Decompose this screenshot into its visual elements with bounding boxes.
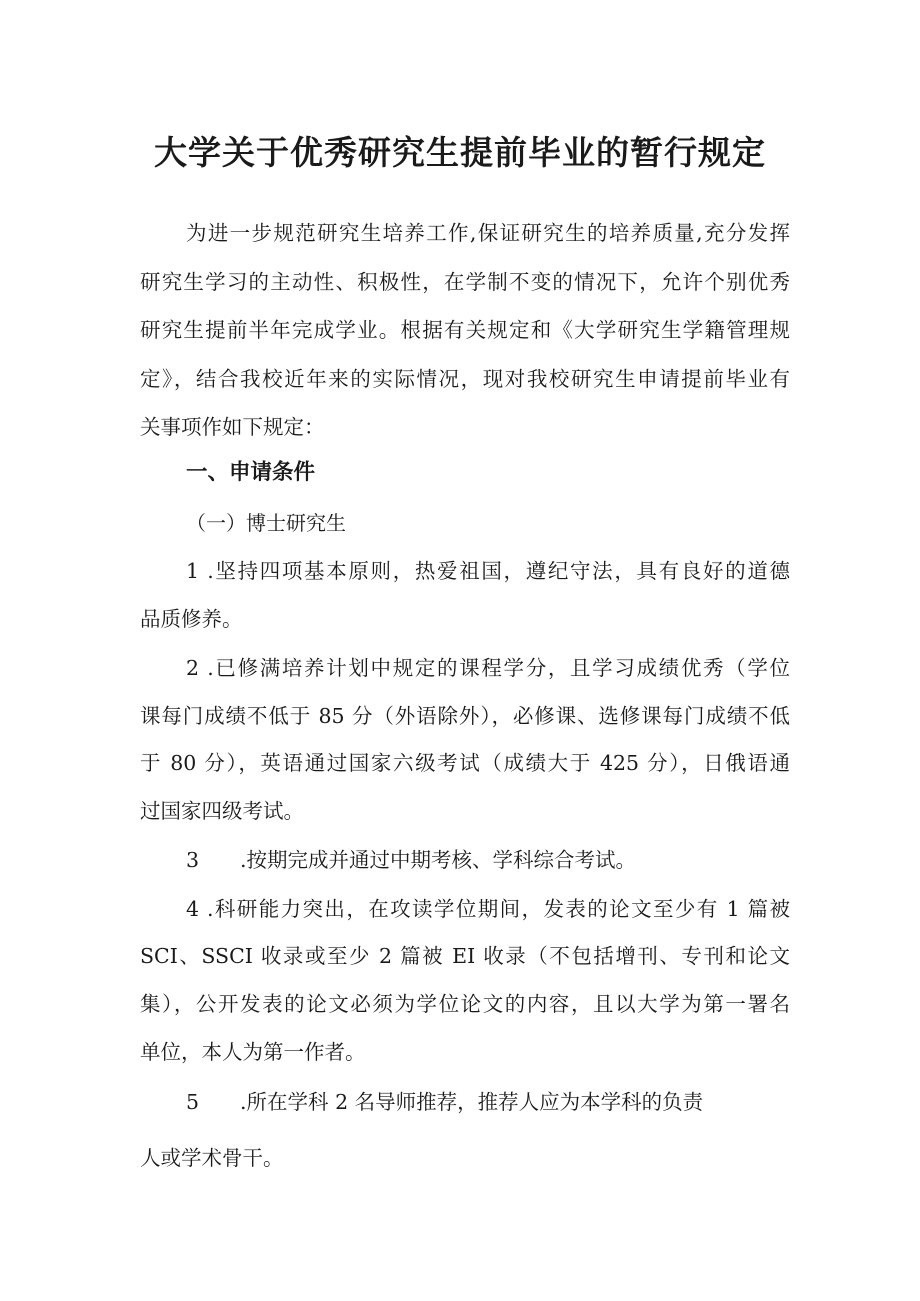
item-4-line-1: 4 .科研能力突出，在攻读学位期间，发表的论文至少有 1 篇被: [186, 897, 790, 921]
intro-line-3: 研究生提前半年完成学业。根据有关规定和《大学研究生学籍管理规: [140, 318, 790, 342]
item-5-line-2: 人或学术骨干。: [140, 1146, 284, 1170]
document-title: 大学关于优秀研究生提前毕业的暂行规定: [154, 133, 766, 172]
intro-line-5: 关事项作如下规定：: [140, 415, 325, 439]
intro-line-1: 为进一步规范研究生培养工作,保证研究生的培养质量,充分发挥: [186, 221, 790, 245]
intro-line-4: 定》，结合我校近年来的实际情况，现对我校研究生申请提前毕业有: [140, 367, 790, 391]
item-2-line-3: 于 80 分），英语通过国家六级考试（成绩大于 425 分），日俄语通: [140, 751, 790, 775]
item-4-line-4: 单位，本人为第一作者。: [140, 1040, 366, 1064]
item-1-line-1: 1 .坚持四项基本原则，热爱祖国，遵纪守法，具有良好的道德: [186, 559, 790, 583]
item-1-line-2: 品质修养。: [140, 607, 243, 631]
item-3-line-1: 3 .按期完成并通过中期考核、学科综合考试。: [186, 848, 637, 872]
item-2-line-2: 课每门成绩不低于 85 分（外语除外），必修课、选修课每门成绩不低: [140, 704, 790, 728]
item-5-line-1: 5 .所在学科 2 名导师推荐，推荐人应为本学科的负责: [186, 1090, 704, 1114]
item-2-line-4: 过国家四级考试。: [140, 799, 304, 823]
item-4-line-3: 集），公开发表的论文必须为学位论文的内容，且以大学为第一署名: [140, 992, 790, 1016]
item-2-line-1: 2 .已修满培养计划中规定的课程学分，且学习成绩优秀（学位: [186, 656, 790, 680]
section-heading-application-conditions: 一、申请条件: [186, 460, 316, 485]
subsection-heading-doctoral: （一）博士研究生: [186, 511, 346, 535]
intro-line-2: 研究生学习的主动性、积极性，在学制不变的情况下，允许个别优秀: [140, 270, 790, 294]
item-4-line-2: SCI、SSCI 收录或至少 2 篇被 EI 收录（不包括增刊、专刊和论文: [140, 944, 790, 968]
